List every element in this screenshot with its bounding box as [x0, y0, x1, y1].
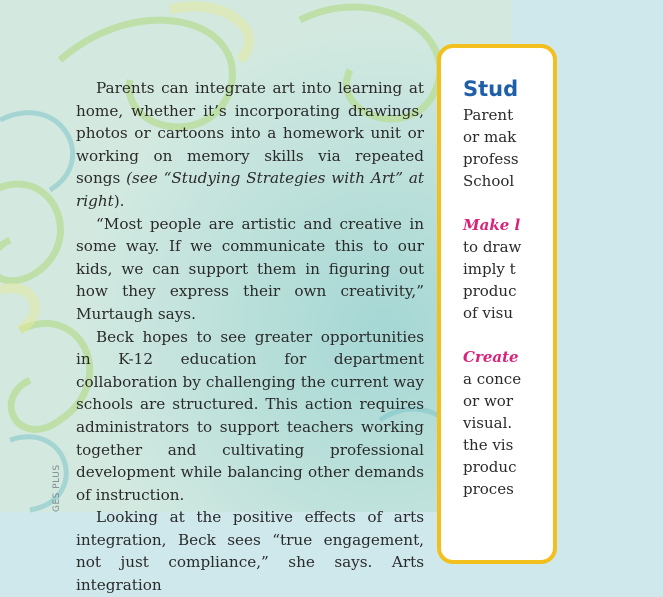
- sidebar-line: School: [463, 172, 515, 190]
- sidebar-line: imply t: [463, 260, 516, 278]
- sidebar-line: visual.: [463, 414, 513, 432]
- sidebar-line: produc: [463, 282, 517, 300]
- sidebar-tip-1: [463, 214, 663, 324]
- article-body: [76, 77, 424, 597]
- sidebar-box: [437, 44, 557, 564]
- sidebar-line: to draw: [463, 238, 522, 256]
- sidebar-line: or wor: [463, 392, 514, 410]
- sidebar-line: the vis: [463, 436, 514, 454]
- sidebar-tip-2: [463, 346, 663, 500]
- sidebar-intro: [463, 104, 663, 192]
- article-paragraph-3: Beck hopes to see greater opportunities in K-12 education for department collaboration by challenging the current way schools are structured. This action requires administrators to support teachers working together and cultivating professional development while balancing other demands of instruction.: [76, 327, 424, 504]
- sidebar-line: or mak: [463, 128, 517, 146]
- article-paragraph-2: “Most people are artistic and creative in some way. If we communicate this to our kids, we can support them in figuring out how they express their own creativity,” Murtaugh says.: [76, 214, 424, 323]
- sidebar-line: profess: [463, 150, 519, 168]
- article-paragraph-4: Looking at the positive effects of arts integration, Beck sees “true engagement, not just compliance,” she says. Arts integration: [76, 508, 424, 595]
- sidebar-line: proces: [463, 480, 514, 498]
- sidebar-title: Stud: [463, 77, 519, 101]
- sidebar-line: Parent: [463, 106, 514, 124]
- sidebar-line: produc: [463, 458, 517, 476]
- photo-credit: GES PLUS: [52, 464, 62, 512]
- sidebar-line: a conce: [463, 370, 522, 388]
- sidebar-line: of visu: [463, 304, 513, 322]
- sidebar-tip-heading: Make l: [463, 216, 521, 234]
- article-paragraph-1: Parents can integrate art into learning at home, whether it’s incorporating drawings, photos or cartoons into a homework unit or working on memory skills via repeated songs (see “Studying Strategies with Art” at right).: [76, 79, 424, 210]
- sidebar-tip-heading: Create: [463, 348, 519, 366]
